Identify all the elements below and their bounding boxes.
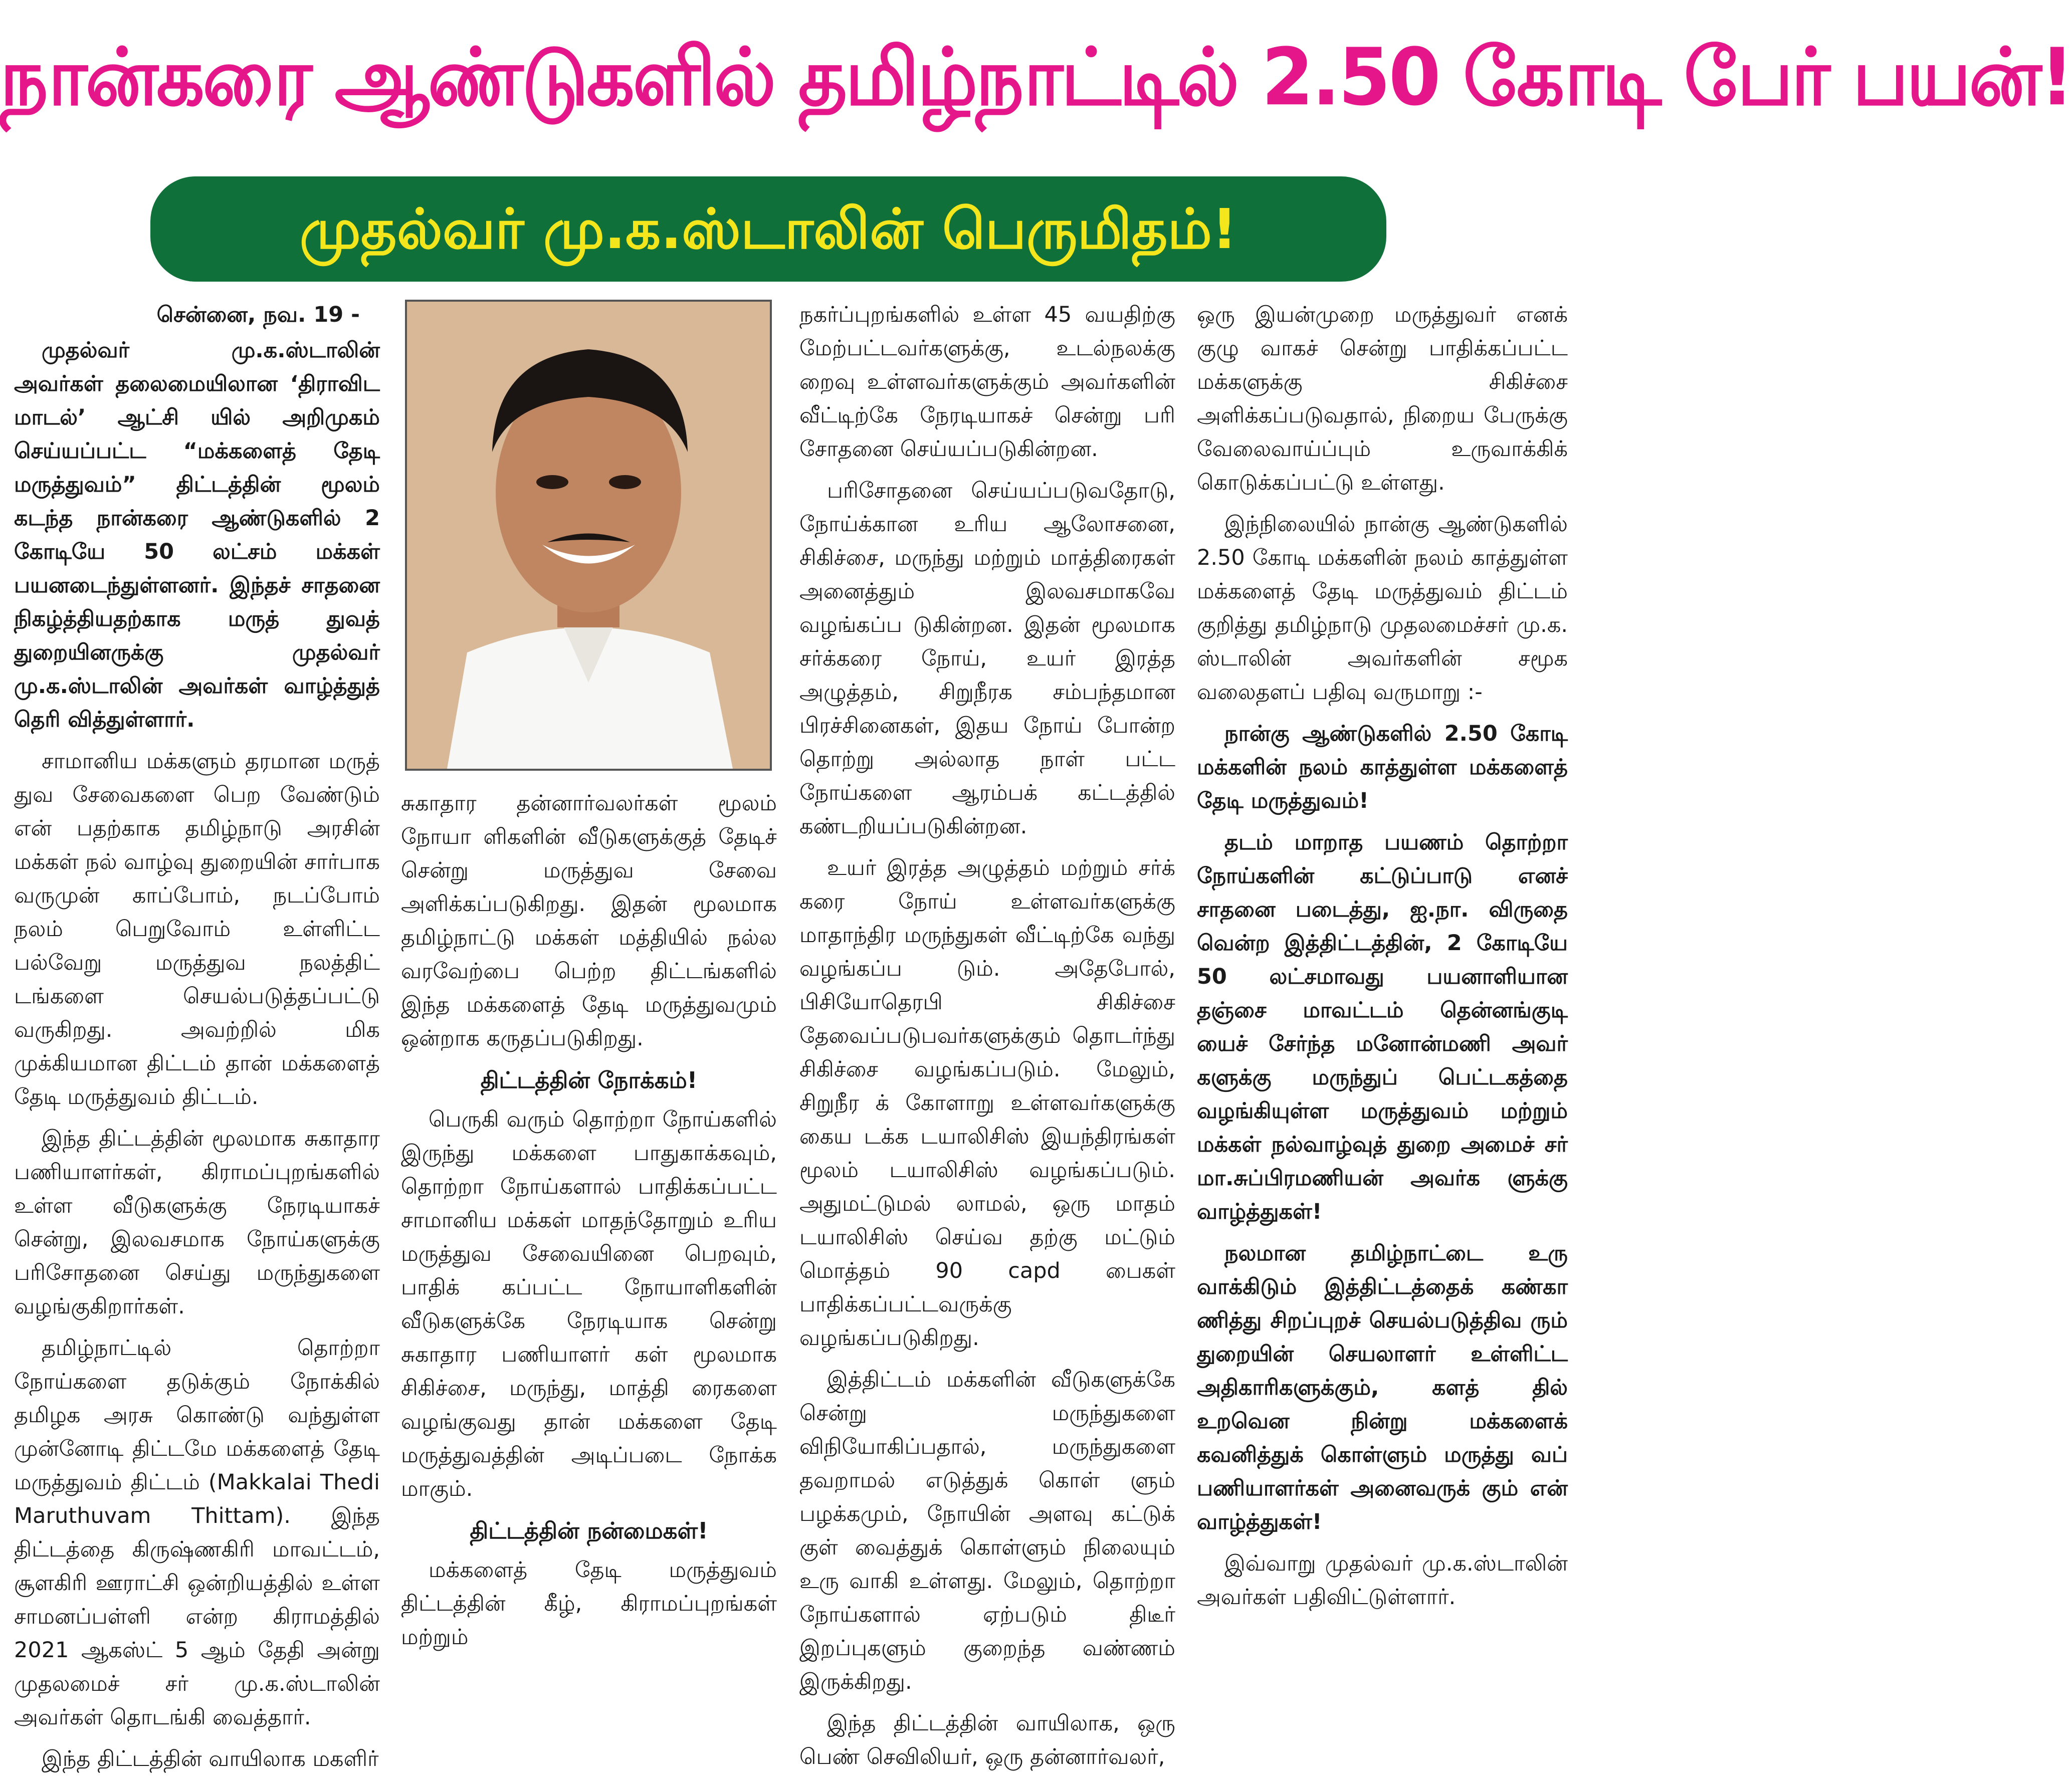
section-heading-objective: திட்டத்தின் நோக்கம்! bbox=[480, 1067, 698, 1093]
paragraph: இந்நிலையில் நான்கு ஆண்டுகளில் 2.50 கோடி மக்களின் நலம் காத்துள்ள மக்களைத் தேடி மருத்துவம் திட்டம் குறித்து தமிழ்நாடு முதலமைச்சர் மு.க. ஸ்டாலின் அவர்களின் சமூக வலைதளப் பதிவு வருமாறு :- bbox=[1197, 512, 1568, 705]
paragraph: நகர்ப்புறங்களில் உள்ள 45 வயதிற்கு மேற்பட்டவர்களுக்கு, உடல்நலக்கு றைவு உள்ளவர்களுக்கும் அவர்களின் வீட்டிற்கே நேரடியாகச் சென்று பரி சோதனை செய்யப்படுகின்றன. bbox=[799, 302, 1175, 462]
closing-paragraph: இவ்வாறு முதல்வர் மு.க.ஸ்டாலின் அவர்கள் பதிவிட்டுள்ளார். bbox=[1197, 1551, 1568, 1610]
column-3 bbox=[799, 298, 1175, 1782]
paragraph: பரிசோதனை செய்யப்படுவதோடு, நோய்க்கான உரிய ஆலோசனை, சிகிச்சை, மருந்து மற்றும் மாத்திரைகள் அனைத்தும் இலவசமாகவே வழங்கப்ப டுகின்றன. இதன் மூலமாக சர்க்கரை நோய், உயர் இரத்த அழுத்தம், சிறுநீரக சம்பந்தமான பிரச்சினைகள், இதய நோய் போன்ற தொற்று அல்லாத நாள் பட்ட நோய்களை ஆரம்பக் கட்டத்தில் கண்டறியப்படுகின்றன. bbox=[799, 478, 1175, 839]
section-heading-benefits: திட்டத்தின் நன்மைகள்! bbox=[470, 1517, 708, 1544]
paragraph: மக்களைத் தேடி மருத்துவம் திட்டத்தின் கீழ், கிராமப்புறங்கள் மற்றும் bbox=[401, 1557, 777, 1650]
headline: நான்கரை ஆண்டுகளில் தமிழ்நாட்டில் 2.50 கோடி பேர் பயன்! bbox=[0, 32, 2072, 124]
paragraph: இந்த திட்டத்தின் மூலமாக சுகாதார பணியாளர்கள், கிராமப்புறங்களில் உள்ள வீடுகளுக்கு நேரடியாகச் சென்று, இலவசமாக நோய்களுக்கு பரிசோதனை செய்து மருந்துகளை வழங்குகிறார்கள். bbox=[14, 1126, 380, 1319]
quote-paragraph: தடம் மாறாத பயணம் தொற்றா நோய்களின் கட்டுப்பாடு எனச் சாதனை படைத்து, ஐ.நா. விருதை வென்ற இத்திட்டத்தின், 2 கோடியே 50 லட்சமாவது பயனாளியான தஞ்சை மாவட்டம் தென்னங்குடி யைச் சேர்ந்த மனோன்மணி அவர் களுக்கு மருந்துப் பெட்டகத்தை வழங்கியுள்ள மருத்துவம் மற்றும் மக்கள் நல்வாழ்வுத் துறை அமைச் சர் மா.சுப்பிரமணியன் அவர்க ளுக்கு வாழ்த்துகள்! bbox=[1197, 830, 1568, 1224]
subheadline-banner bbox=[150, 176, 1386, 282]
column-2-text bbox=[401, 787, 777, 1662]
quote-paragraph: நான்கு ஆண்டுகளில் 2.50 கோடி மக்களின் நலம் காத்துள்ள மக்களைத் தேடி மருத்துவம்! bbox=[1197, 721, 1568, 813]
paragraph: இத்திட்டம் மக்களின் வீடுகளுக்கே சென்று மருந்துகளை விநியோகிப்பதால், மருந்துகளை தவறாமல் எடுத்துக் கொள் ளும் பழக்கமும், நோயின் அளவு கட்டுக் குள் வைத்துக் கொள்ளும் நிலையும் உரு வாகி உள்ளது. மேலும், தொற்றா நோய்களால் ஏற்படும் திடீர் இறப்புகளும் குறைந்த வண்ணம் இருக்கிறது. bbox=[799, 1367, 1175, 1694]
portrait-photo bbox=[405, 300, 772, 771]
paragraph: சுகாதார தன்னார்வலர்கள் மூலம் நோயா ளிகளின் வீடுகளுக்குத் தேடிச் சென்று மருத்துவ சேவை அளிக்கப்படுகிறது. இதன் மூலமாக தமிழ்நாட்டு மக்கள் மத்தியில் நல்ல வரவேற்பை பெற்ற திட்டங்களில் இந்த மக்களைத் தேடி மருத்துவமும் ஒன்றாக கருதப்படுகிறது. bbox=[401, 791, 777, 1051]
paragraph: தமிழ்நாட்டில் தொற்றா நோய்களை தடுக்கும் நோக்கில் தமிழக அரசு கொண்டு வந்துள்ள முன்னோடி திட்டமே மக்களைத் தேடி மருத்துவம் திட்டம் (Makkalai Thedi Maruthuvam Thittam). இந்த திட்டத்தை கிருஷ்ணகிரி மாவட்டம், சூளகிரி ஊராட்சி ஒன்றியத்தில் உள்ள சாமனப்பள்ளி என்ற கிராமத்தில் 2021 ஆகஸ்ட் 5 ஆம் தேதி அன்று முதலமைச் சர் மு.க.ஸ்டாலின் அவர்கள் தொடங்கி வைத்தார். bbox=[14, 1335, 380, 1730]
paragraph: இந்த திட்டத்தின் வாயிலாக, ஒரு பெண் செவிலியர், ஒரு தன்னார்வலர், bbox=[799, 1711, 1175, 1769]
quote-paragraph: நலமான தமிழ்நாட்டை உரு வாக்கிடும் இத்திட்டத்தைக் கண்கா ணித்து சிறப்புறச் செயல்படுத்திவ ரும் துறையின் செயலாளர் உள்ளிட்ட அதிகாரிகளுக்கும், களத் தில் உறவென நின்று மக்களைக் கவனித்துக் கொள்ளும் மருத்து வப் பணியாளர்கள் அனைவருக் கும் என் வாழ்த்துகள்! bbox=[1197, 1241, 1568, 1534]
portrait-illustration bbox=[407, 302, 770, 769]
subheadline: முதல்வர் மு.க.ஸ்டாலின் பெருமிதம்! bbox=[299, 197, 1237, 261]
paragraph: ஒரு இயன்முறை மருத்துவர் எனக் குழு வாகச் சென்று பாதிக்கப்பட்ட மக்களுக்கு சிகிச்சை அளிக்கப்படுவதால், நிறைய பேருக்கு வேலைவாய்ப்பும் உருவாக்கிக் கொடுக்கப்பட்டு உள்ளது. bbox=[1197, 302, 1568, 495]
lead-paragraph: முதல்வர் மு.க.ஸ்டாலின் அவர்கள் தலைமையிலான ‘திராவிட மாடல்’ ஆட்சி யில் அறிமுகம் செய்யப்பட்ட “மக்களைத் தேடி மருத்துவம்” திட்டத்தின் மூலம் கடந்த நான்கரை ஆண்டுகளில் 2 கோடியே 50 லட்சம் மக்கள் பயனடைந்துள்ளனர். இந்தச் சாதனை நிகழ்த்தியதற்காக மருத் துவத் துறையினருக்கு முதல்வர் மு.க.ஸ்டாலின் அவர்கள் வாழ்த்துத் தெரி வித்துள்ளார். bbox=[14, 338, 380, 732]
column-4 bbox=[1197, 298, 1568, 1622]
paragraph: இந்த திட்டத்தின் வாயிலாக மகளிர் bbox=[42, 1746, 379, 1771]
dateline: சென்னை, நவ. 19 - bbox=[156, 302, 360, 327]
paragraph: பெருகி வரும் தொற்றா நோய்களில் இருந்து மக்களை பாதுகாக்கவும், தொற்றா நோய்களால் பாதிக்கப்பட்ட சாமானிய மக்கள் மாதந்தோறும் உரிய மருத்துவ சேவையினை பெறவும், பாதிக் கப்பட்ட நோயாளிகளின் வீடுகளுக்கே நேரடியாக சென்று சுகாதார பணியாளர் கள் மூலமாக சிகிச்சை, மருந்து, மாத்தி ரைகளை வழங்குவது தான் மக்களை தேடி மருத்துவத்தின் அடிப்படை நோக்க மாகும். bbox=[401, 1107, 777, 1501]
column-1 bbox=[14, 298, 380, 1784]
paragraph: உயர் இரத்த அழுத்தம் மற்றும் சர்க் கரை நோய் உள்ளவர்களுக்கு மாதாந்திர மருந்துகள் வீட்டிற்கே வந்து வழங்கப்ப டும். அதேபோல், பிசியோதெரபி சிகிச்சை தேவைப்படுபவர்களுக்கும் தொடர்ந்து சிகிச்சை வழங்கப்படும். மேலும், சிறுநீர க் கோளாறு உள்ளவர்களுக்கு கைய டக்க டயாலிசிஸ் இயந்திரங்கள் மூலம் டயாலிசிஸ் வழங்கப்படும். அதுமட்டுமல் லாமல், ஒரு மாதம் டயாலிசிஸ் செய்வ தற்கு மட்டும் மொத்தம் 90 capd பைகள் பாதிக்கப்பட்டவருக்கு வழங்கப்படுகிறது. bbox=[799, 855, 1175, 1351]
paragraph: சாமானிய மக்களும் தரமான மருத் துவ சேவைகளை பெற வேண்டும் என் பதற்காக தமிழ்நாடு அரசின் மக்கள் நல் வாழ்வு துறையின் சார்பாக வருமுன் காப்போம், நடப்போம் நலம் பெறுவோம் உள்ளிட்ட பல்வேறு மருத்துவ நலத்திட் டங்களை செயல்படுத்தப்பட்டு வருகிறது. அவற்றில் மிக முக்கியமான திட்டம் தான் மக்களைத் தேடி மருத்துவம் திட்டம். bbox=[14, 749, 380, 1109]
